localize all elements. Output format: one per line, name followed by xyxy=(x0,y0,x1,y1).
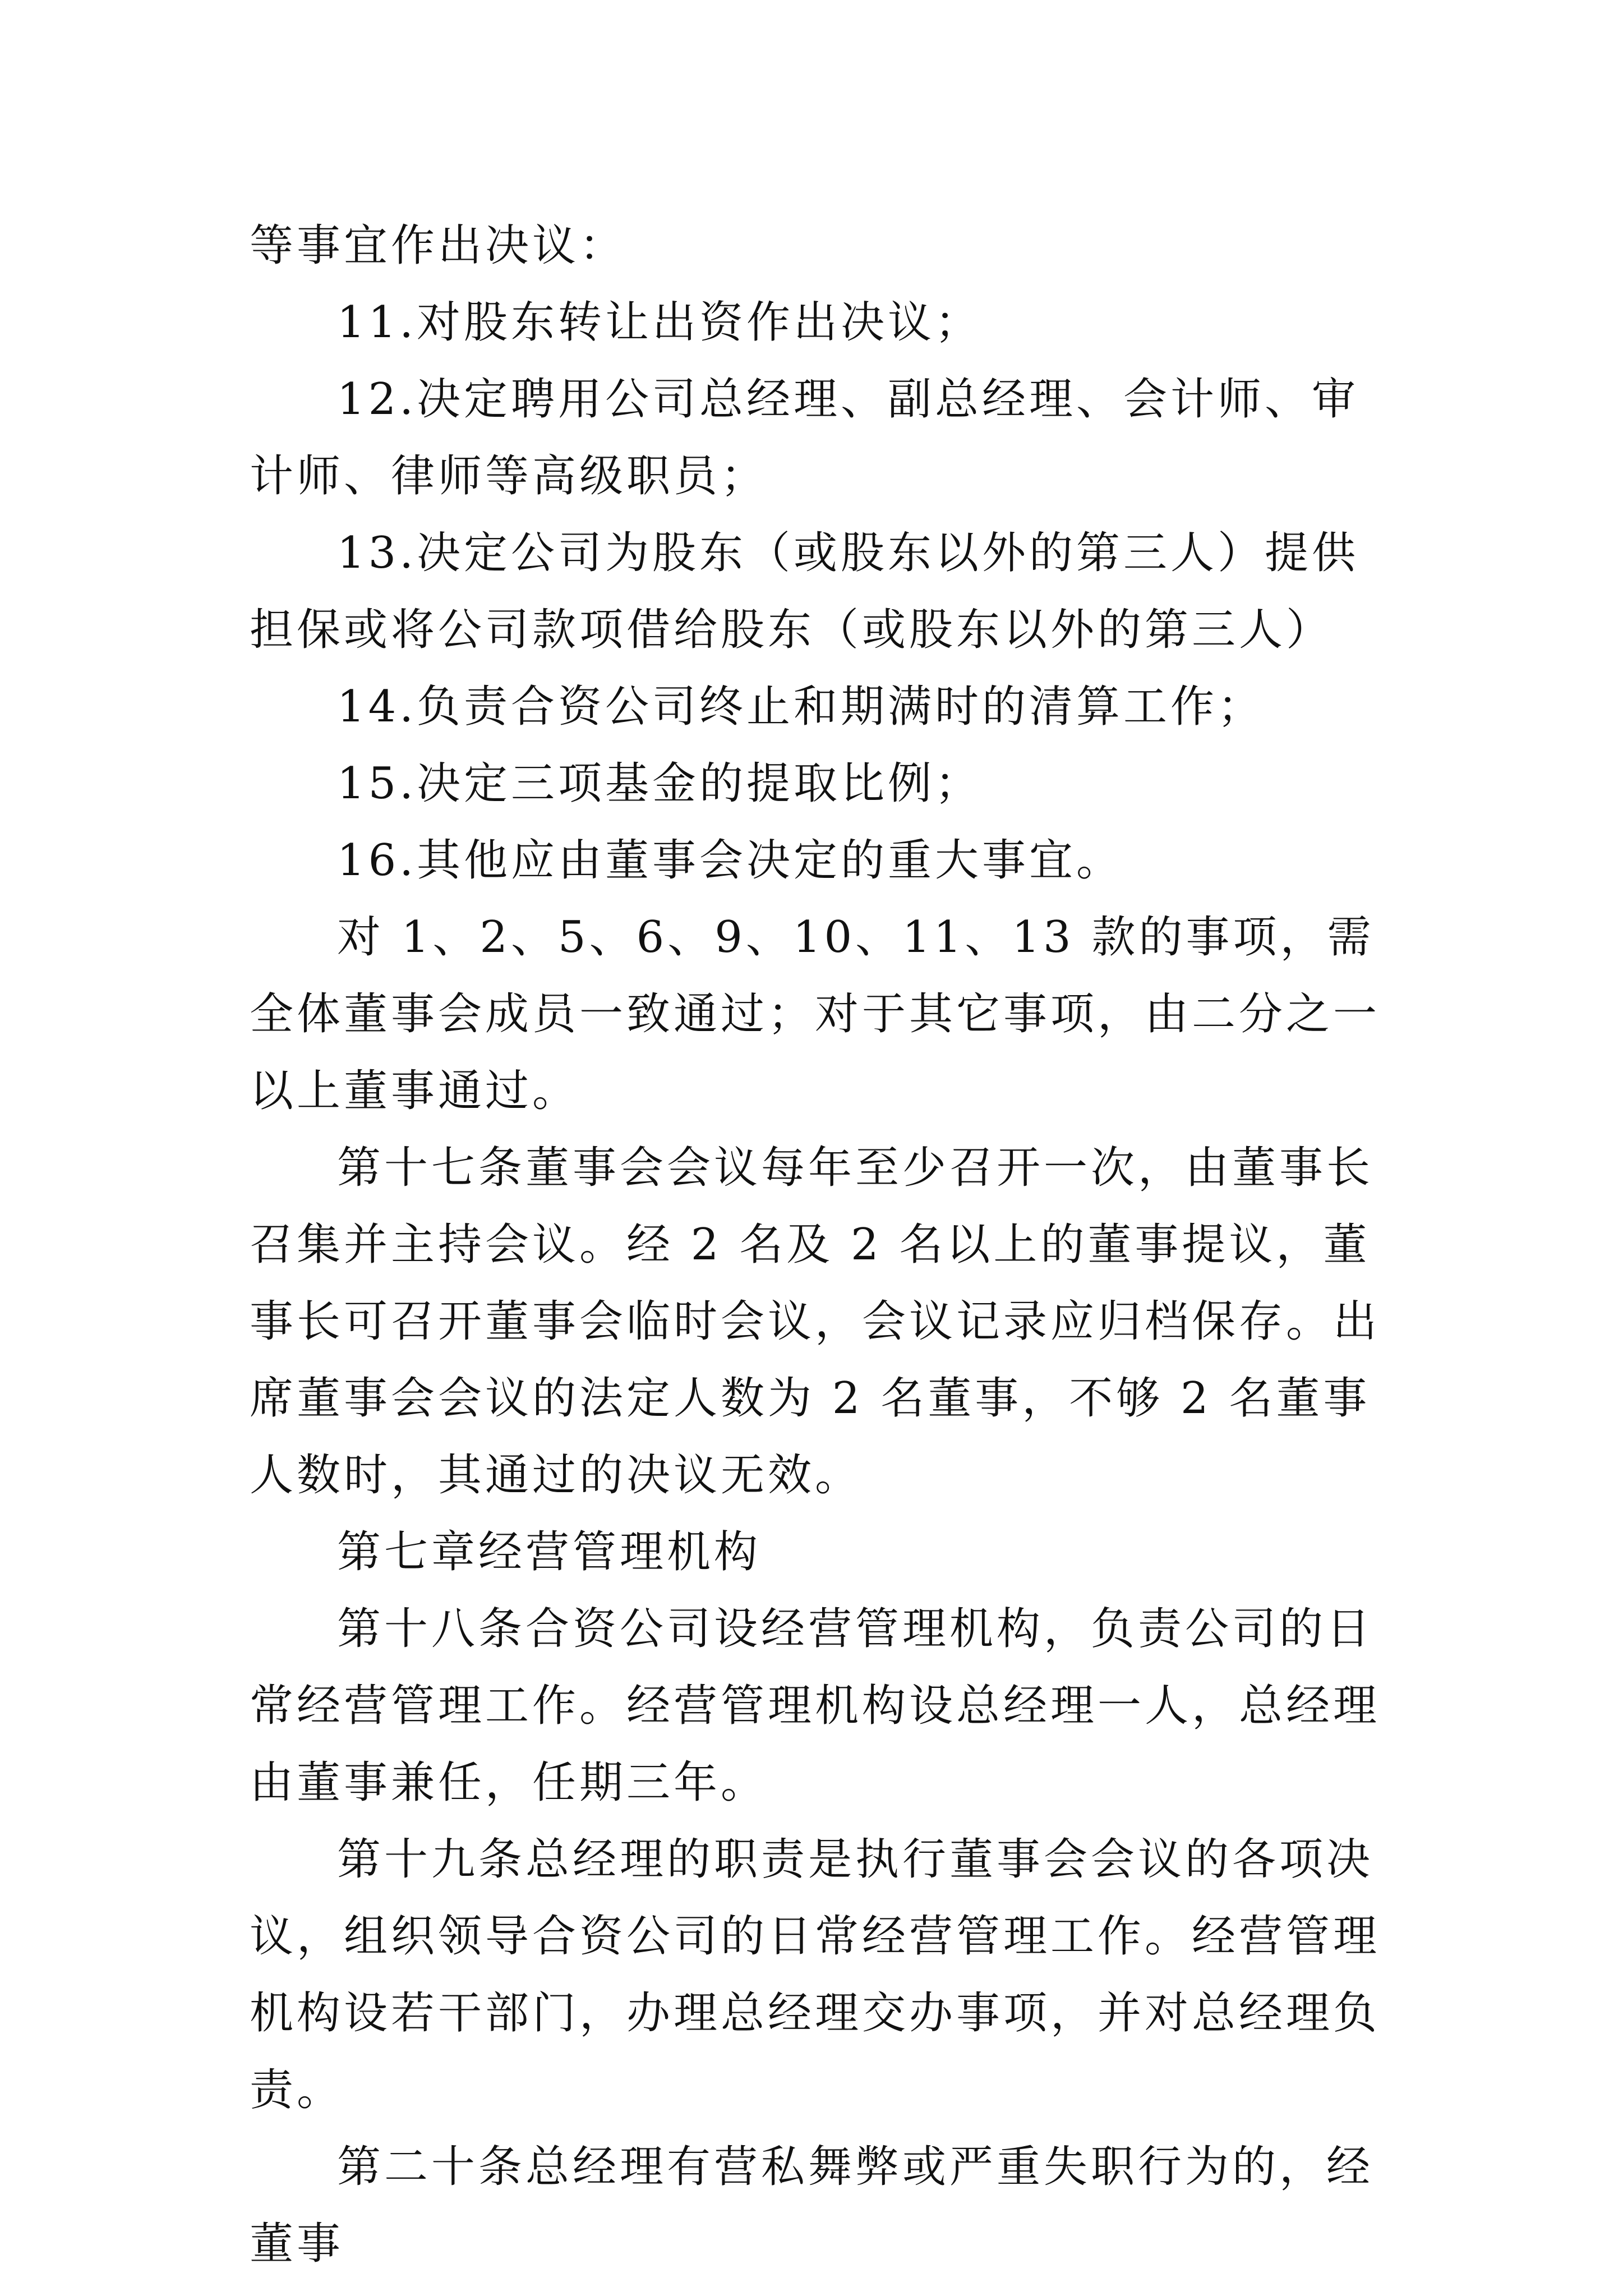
chapter-7-heading: 第七章经营管理机构 xyxy=(337,1527,762,1577)
list-item-14: 14.负责合资公司终止和期满时的清算工作； xyxy=(337,682,1265,732)
list-item-16: 16.其他应由董事会决定的重大事宜。 xyxy=(337,835,1124,886)
article-17-paragraph: 第十七条董事会会议每年至少召开一次，由董事长召集并主持会议。经 2 名及 2 名以上的董事提议，董事长可召开董事会临时会议，会议记录应归档保存。出席董事会会议的法定人数为 2 名董事，不够 2 名董事人数时，其通过的决议无效。 xyxy=(250,1143,1381,1501)
list-item-11: 11.对股东转让出资作出决议； xyxy=(337,297,983,348)
voting-rule-paragraph: 对 1、2、5、6、9、10、11、13 款的事项，需全体董事会成员一致通过；对于其它事项，由二分之一以上董事通过。 xyxy=(250,912,1381,1116)
article-19-paragraph: 第十九条总经理的职责是执行董事会会议的各项决议，组织领导合资公司的日常经营管理工作。经营管理机构设若干部门，办理总经理交办事项，并对总经理负责。 xyxy=(250,1834,1381,2115)
list-item-13: 13.决定公司为股东（或股东以外的第三人）提供担保或将公司款项借给股东（或股东以外的第三人） xyxy=(250,528,1359,655)
article-20-paragraph: 第二十条总经理有营私舞弊或严重失职行为的，经董事 xyxy=(250,2142,1374,2269)
list-item-12: 12.决定聘用公司总经理、副总经理、会计师、审计师、律师等高级职员； xyxy=(250,374,1359,501)
list-item-15: 15.决定三项基金的提取比例； xyxy=(337,758,983,809)
document-body xyxy=(250,208,1399,2283)
article-18-paragraph: 第十八条合资公司设经营管理机构，负责公司的日常经营管理工作。经营管理机构设总经理一人，总经理由董事兼任，任期三年。 xyxy=(250,1604,1381,1808)
paragraph-continuation: 等事宜作出决议： xyxy=(250,220,627,271)
